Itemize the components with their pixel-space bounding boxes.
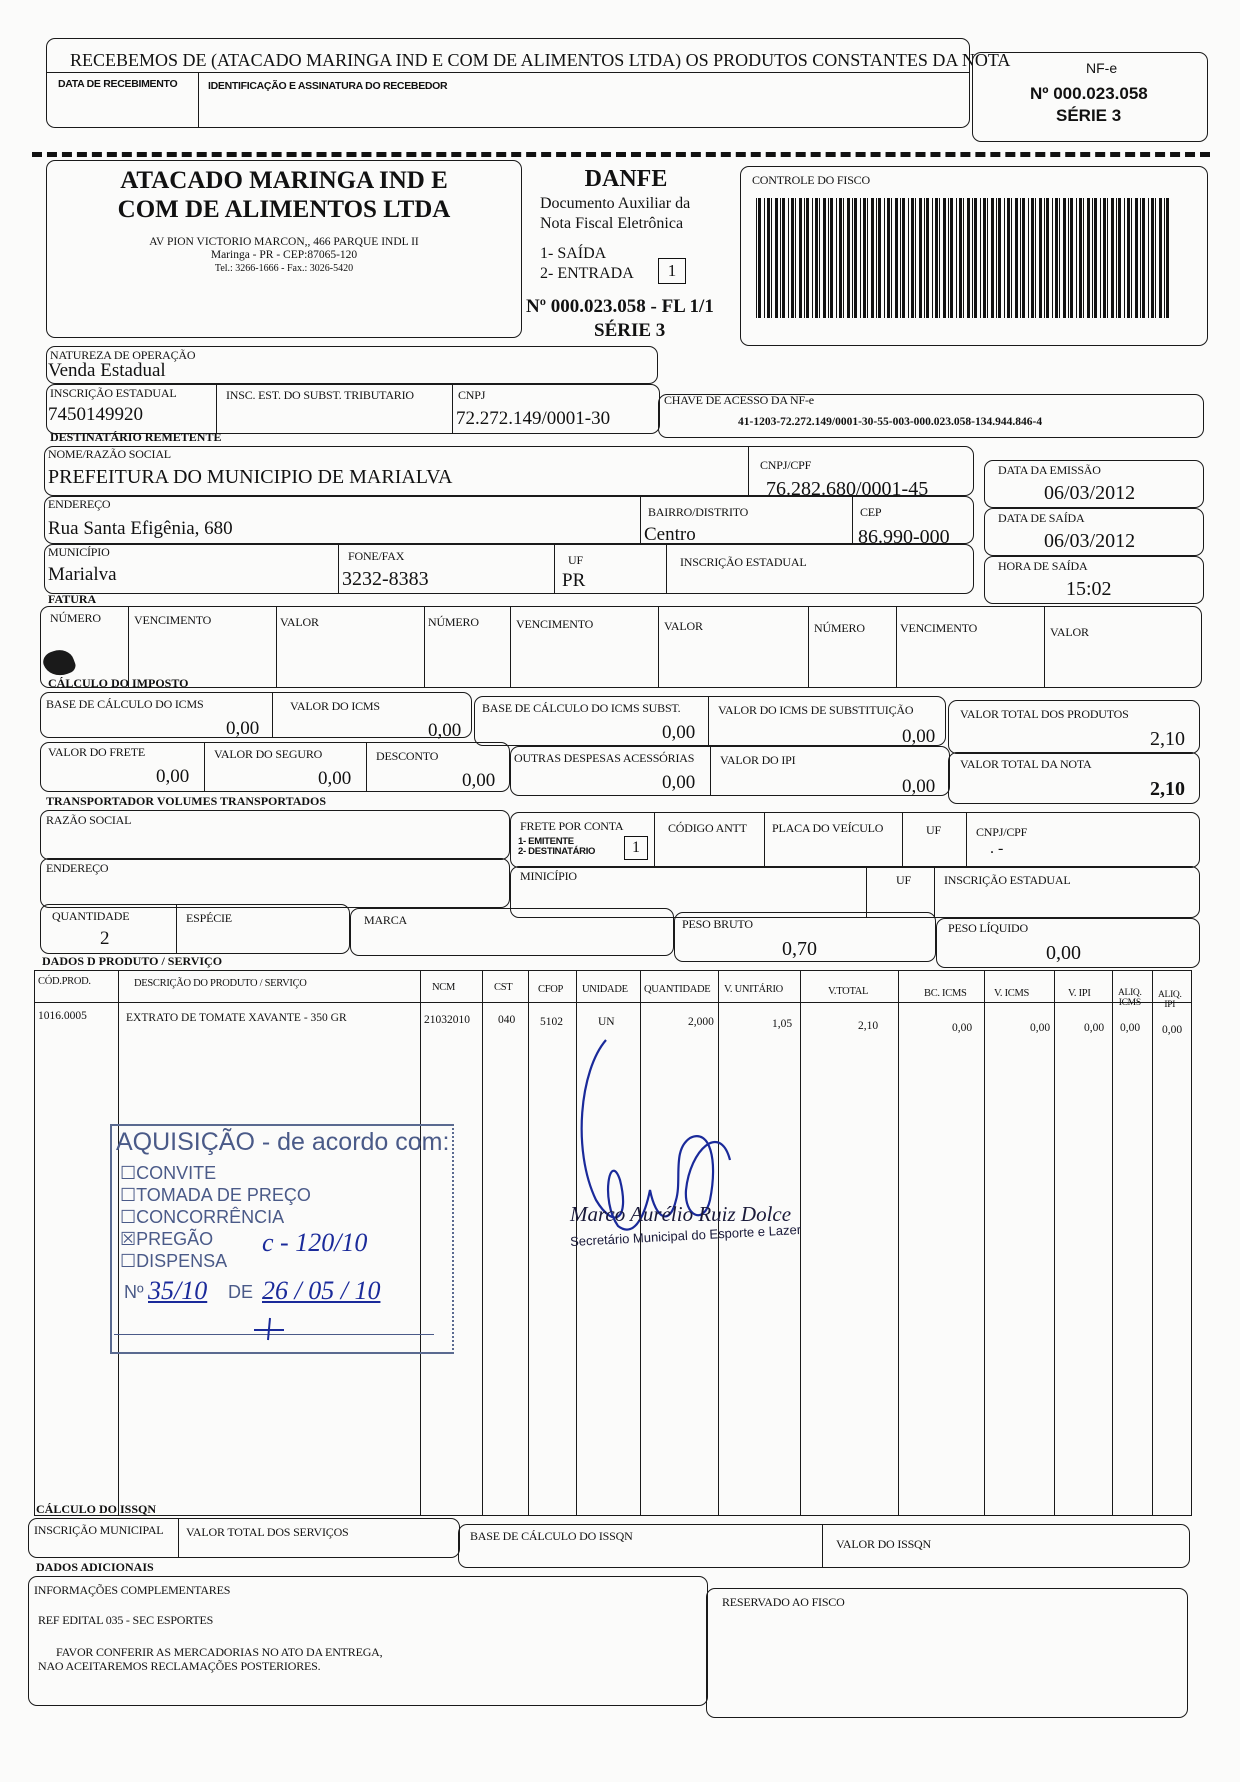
col-bc-icms: BC. ICMS: [924, 988, 967, 999]
barcode-bar: [1127, 198, 1130, 318]
destinatario-section: DESTINATÁRIO REMETENTE: [50, 430, 222, 444]
fatura-vencimento-3: VENCIMENTO: [900, 621, 978, 635]
total-nota-value: 2,10: [1150, 778, 1185, 800]
item-unitario: 1,05: [772, 1018, 793, 1030]
fatura-numero-3: NÚMERO: [814, 621, 865, 635]
barcode-bar: [950, 198, 953, 318]
ipi-label: VALOR DO IPI: [720, 753, 796, 767]
natureza-value: Venda Estadual: [48, 360, 166, 381]
stamp-num-label: Nº: [124, 1282, 144, 1302]
frete-conta-label: FRETE POR CONTA: [520, 819, 624, 833]
barcode-bar: [1052, 198, 1053, 318]
signature-name: Marco Aurélio Ruiz Dolce: [570, 1202, 792, 1226]
barcode-bar: [1083, 198, 1084, 318]
item-cfop: 5102: [540, 1016, 563, 1028]
barcode-bar: [891, 198, 892, 318]
col-v-icms: V. ICMS: [994, 988, 1030, 999]
barcode-bar: [830, 198, 833, 318]
barcode-bar: [1166, 198, 1169, 318]
barcode-bar: [1116, 198, 1117, 318]
stamp-opt-tomada: ☐TOMADA DE PREÇO: [120, 1185, 311, 1205]
fatura-numero-2: NÚMERO: [428, 615, 479, 629]
emitente-cidade: Maringa - PR - CEP:87065-120: [210, 249, 358, 261]
barcode-bar: [1148, 198, 1149, 318]
dest-ie-label: INSCRIÇÃO ESTADUAL: [680, 555, 807, 569]
barcode-bar: [878, 198, 881, 318]
barcode-bar: [871, 198, 874, 318]
frete-opt1: 1- EMITENTE: [518, 836, 574, 847]
barcode-bar: [902, 198, 905, 318]
fatura-valor-3: VALOR: [1050, 625, 1089, 639]
desconto-label: DESCONTO: [376, 749, 439, 763]
info-line3: NAO ACEITAREMOS RECLAMAÇÕES POSTERIORES.: [38, 1659, 321, 1673]
info-line1: REF EDITAL 035 - SEC ESPORTES: [38, 1613, 214, 1627]
col-cst: CST: [494, 982, 513, 993]
peso-liquido-label: PESO LÍQUIDO: [948, 921, 1028, 935]
item-aliq-ipi: 0,00: [1162, 1024, 1183, 1036]
barcode-bar: [1046, 198, 1049, 318]
barcode-bar: [1140, 198, 1141, 318]
emitente-endereco: AV PION VICTORIO MARCON,, 466 PARQUE INDL II: [149, 236, 419, 248]
transp-ie-label: INSCRIÇÃO ESTADUAL: [944, 873, 1071, 887]
transp-razao-label: RAZÃO SOCIAL: [46, 813, 132, 827]
cnpj-value: 72.272.149/0001-30: [456, 408, 611, 429]
chave-label: CHAVE DE ACESSO DA NF-e: [664, 393, 814, 407]
transp-cnpj-label: CNPJ/CPF: [976, 825, 1028, 839]
barcode-bar: [1044, 198, 1045, 318]
dest-cnpj-label: CNPJ/CPF: [760, 458, 812, 472]
total-produtos-value: 2,10: [1150, 728, 1185, 750]
barcode-bar: [867, 198, 868, 318]
canhoto-text: RECEBEMOS DE (ATACADO MARINGA IND E COM DE ALIMENTOS LTDA) OS PRODUTOS CONSTANTES DA NOTA: [70, 50, 1011, 70]
barcode-bar: [900, 198, 901, 318]
barcode-bar: [843, 198, 844, 318]
transp-uf2-label: UF: [896, 873, 911, 887]
danfe-numero: Nº 000.023.058 - FL 1/1: [526, 296, 714, 317]
barcode-bar: [1055, 198, 1058, 318]
barcode-bar: [780, 198, 781, 318]
seguro-value: 0,00: [318, 768, 352, 789]
barcode-bar: [1028, 198, 1029, 318]
item-total: 2,10: [858, 1020, 879, 1032]
stamp-pregao-handwritten: c - 120/10: [262, 1228, 368, 1257]
barcode-bar: [887, 198, 890, 318]
barcode-bar: [876, 198, 877, 318]
peso-liquido-value: 0,00: [1046, 942, 1081, 964]
barcode-bar: [939, 198, 940, 318]
canhoto-nfe-serie: SÉRIE 3: [1056, 106, 1122, 125]
transp-uf-label: UF: [926, 823, 941, 837]
frete-value: 0,00: [156, 766, 190, 787]
item-bc-icms: 0,00: [952, 1022, 973, 1034]
stamp-opt-convite-label: CONVITE: [136, 1163, 217, 1183]
col-ncm: NCM: [432, 982, 456, 993]
base-icms-value: 0,00: [226, 718, 260, 739]
barcode-bar: [804, 198, 805, 318]
adicionais-section: DADOS ADICIONAIS: [36, 1560, 154, 1574]
stamp-de-label: DE: [228, 1282, 254, 1302]
controle-fisco-label: CONTROLE DO FISCO: [752, 173, 870, 187]
fatura-box: [40, 606, 1202, 688]
barcode-bar: [1020, 198, 1021, 318]
dest-municipio-label: MUNICÍPIO: [48, 545, 110, 559]
item-unidade: UN: [598, 1016, 615, 1028]
dest-nome-value: PREFEITURA DO MUNICIPIO DE MARIALVA: [48, 466, 453, 488]
item-v-icms: 0,00: [1030, 1022, 1051, 1034]
identificacao-label: IDENTIFICAÇÃO E ASSINATURA DO RECEBEDOR: [208, 80, 448, 92]
dest-emissao-label: DATA DA EMISSÃO: [998, 463, 1101, 477]
dest-nome-label: NOME/RAZÃO SOCIAL: [48, 447, 171, 461]
stamp-opt-concorrencia-label: CONCORRÊNCIA: [136, 1207, 285, 1227]
emitente-nome-1: ATACADO MARINGA IND E: [120, 167, 448, 194]
frete-conta-value: 1: [624, 836, 648, 860]
ie-value: 7450149920: [48, 404, 143, 425]
emitente-telefone: Tel.: 3266-1666 - Fax.: 3026-5420: [214, 263, 354, 274]
barcode-bar: [847, 198, 850, 318]
barcode-bar: [998, 198, 1001, 318]
fatura-numero-1: NÚMERO: [50, 611, 101, 625]
barcode-bar: [860, 198, 861, 318]
barcode-bar: [1087, 198, 1090, 318]
barcode-bar: [895, 198, 898, 318]
barcode-bar: [1063, 198, 1066, 318]
col-cfop: CFOP: [538, 984, 564, 995]
col-quantidade: QUANTIDADE: [644, 984, 711, 995]
barcode-bar: [956, 198, 957, 318]
dest-cep-label: CEP: [860, 505, 882, 519]
issqn-inscricao-label: INSCRIÇÃO MUNICIPAL: [34, 1523, 164, 1537]
canhoto-nfe-label: NF-e: [1086, 60, 1118, 76]
ipi-value: 0,00: [902, 776, 936, 797]
barcode-bar: [1135, 198, 1138, 318]
barcode-bar: [775, 198, 778, 318]
emitente-nome-2: COM DE ALIMENTOS LTDA: [117, 196, 451, 223]
col-aliq-icms-1: ALIQ.: [1118, 988, 1142, 998]
barcode-bar: [823, 198, 826, 318]
barcode-bar: [1155, 198, 1156, 318]
cut-line: [32, 152, 1210, 157]
barcode-bar: [974, 198, 977, 318]
barcode-bar: [943, 198, 946, 318]
dest-cnpj-value: 76.282.680/0001-45: [766, 478, 929, 500]
reservado-label: RESERVADO AO FISCO: [722, 1595, 845, 1609]
barcode-bar: [1004, 198, 1005, 318]
dest-emissao-value: 06/03/2012: [1044, 482, 1136, 504]
barcode-bar: [836, 198, 837, 318]
item-cod: 1016.0005: [38, 1010, 87, 1022]
barcode-bar: [1142, 198, 1145, 318]
col-cod: CÓD.PROD.: [38, 976, 91, 987]
barcode-bar: [932, 198, 933, 318]
dest-fone-value: 3232-8383: [342, 568, 429, 590]
stamp-opt-tomada-label: TOMADA DE PREÇO: [136, 1185, 311, 1205]
barcode-bar: [926, 198, 929, 318]
barcode-bar: [983, 198, 986, 318]
barcode-bar: [815, 198, 818, 318]
antt-label: CÓDIGO ANTT: [668, 821, 747, 835]
barcode-bar: [1070, 198, 1073, 318]
barcode-bar: [1015, 198, 1018, 318]
danfe-entrada: 2- ENTRADA: [540, 265, 634, 282]
barcode-bar: [1076, 198, 1077, 318]
item-desc: EXTRATO DE TOMATE XAVANTE - 350 GR: [126, 1012, 347, 1024]
fatura-section: FATURA: [48, 592, 97, 606]
barcode-bar: [854, 198, 857, 318]
issqn-total-label: VALOR TOTAL DOS SERVIÇOS: [186, 1525, 349, 1539]
dest-hora-label: HORA DE SAÍDA: [998, 559, 1088, 573]
barcode-bar: [1039, 198, 1042, 318]
base-icms-label: BASE DE CÁLCULO DO ICMS: [46, 697, 204, 711]
barcode-bar: [959, 198, 962, 318]
barcode-bar: [980, 198, 981, 318]
col-aliq-icms-2: ICMS: [1118, 998, 1141, 1008]
signature-cargo: Secretário Municipal do Esporte e Lazer: [569, 1221, 802, 1250]
quantidade-label: QUANTIDADE: [52, 909, 130, 923]
barcode-bar: [782, 198, 785, 318]
dest-cep-value: 86.990-000: [858, 526, 950, 548]
barcode-bar: [1151, 198, 1154, 318]
transp-cnpj-value: . -: [990, 840, 1004, 857]
peso-bruto-label: PESO BRUTO: [682, 917, 753, 931]
col-unitario: V. UNITÁRIO: [724, 984, 783, 995]
quantidade-value: 2: [100, 928, 110, 949]
transp-endereco-box: [40, 858, 510, 908]
dest-endereco-label: ENDEREÇO: [48, 497, 111, 511]
barcode-bar: [1035, 198, 1036, 318]
barcode-bar: [911, 198, 914, 318]
fatura-valor-1: VALOR: [280, 615, 319, 629]
produtos-section: DADOS D PRODUTO / SERVIÇO: [42, 954, 223, 968]
seguro-label: VALOR DO SEGURO: [214, 747, 323, 761]
dest-municipio-box: [44, 544, 974, 594]
fatura-vencimento-2: VENCIMENTO: [516, 617, 594, 631]
barcode-bar: [1107, 198, 1108, 318]
stamp-mark: [250, 1316, 290, 1342]
barcode-bar: [799, 198, 802, 318]
barcode-bar: [1159, 198, 1162, 318]
barcode-bar: [967, 198, 970, 318]
barcode-bar: [791, 198, 794, 318]
barcode-bar: [819, 198, 820, 318]
barcode-bar: [1011, 198, 1012, 318]
barcode-bar: [1164, 198, 1165, 318]
total-produtos-label: VALOR TOTAL DOS PRODUTOS: [960, 707, 1129, 721]
imposto-section: CÁLCULO DO IMPOSTO: [48, 676, 189, 690]
dest-endereco-value: Rua Santa Efigênia, 680: [48, 518, 233, 539]
col-aliq-ipi-1: ALIQ.: [1158, 990, 1182, 1000]
barcode-bar: [1068, 198, 1069, 318]
dest-uf-label: UF: [568, 553, 583, 567]
stamp-opt-convite: ☐CONVITE: [120, 1163, 217, 1183]
barcode-bar: [1059, 198, 1060, 318]
barcode-bar: [1007, 198, 1010, 318]
barcode-bar: [1031, 198, 1034, 318]
dest-saida-value: 06/03/2012: [1044, 530, 1136, 552]
barcode-bar: [806, 198, 809, 318]
col-desc: DESCRIÇÃO DO PRODUTO / SERVIÇO: [134, 978, 307, 989]
desconto-value: 0,00: [462, 770, 496, 791]
barcode-bar: [756, 198, 757, 318]
fatura-vencimento-1: VENCIMENTO: [134, 613, 212, 627]
valor-icms-value: 0,00: [428, 720, 462, 741]
barcode-bar: [908, 198, 909, 318]
info-line2: FAVOR CONFERIR AS MERCADORIAS NO ATO DA ENTREGA,: [56, 1645, 383, 1659]
ie-st-label: INSC. EST. DO SUBST. TRIBUTARIO: [226, 388, 414, 402]
barcode-bar: [987, 198, 988, 318]
barcode-bar: [767, 198, 770, 318]
barcode-bar: [1118, 198, 1121, 318]
col-unidade: UNIDADE: [582, 984, 628, 995]
stamp-num: 35/10: [148, 1276, 208, 1305]
danfe-saida: 1- SAÍDA: [540, 245, 607, 262]
issqn-valor-label: VALOR DO ISSQN: [836, 1537, 931, 1551]
danfe-sub2: Nota Fiscal Eletrônica: [540, 215, 684, 232]
barcode-bar: [1103, 198, 1106, 318]
frete-opt2: 2- DESTINATÁRIO: [518, 846, 596, 857]
ie-label: INSCRIÇÃO ESTADUAL: [50, 386, 177, 400]
danfe-title: DANFE: [584, 166, 668, 192]
especie-label: ESPÉCIE: [186, 911, 232, 925]
barcode-bar: [1100, 198, 1101, 318]
danfe-sub1: Documento Auxiliar da: [540, 195, 691, 212]
issqn-base-label: BASE DE CÁLCULO DO ISSQN: [470, 1529, 633, 1543]
barcode-bar: [919, 198, 922, 318]
stamp-title: AQUISIÇÃO - de acordo com:: [116, 1128, 450, 1156]
total-nota-label: VALOR TOTAL DA NOTA: [960, 757, 1092, 771]
issqn-section: CÁLCULO DO ISSQN: [36, 1502, 157, 1516]
chave-value: 41-1203-72.272.149/0001-30-55-003-000.023.058-134.944.846-4: [738, 416, 1043, 428]
dest-saida-label: DATA DE SAÍDA: [998, 511, 1085, 525]
cnpj-label: CNPJ: [458, 388, 486, 402]
barcode-bar: [764, 198, 765, 318]
danfe-tipo: 1: [658, 258, 686, 284]
outras-value: 0,00: [662, 772, 696, 793]
valor-icms-label: VALOR DO ICMS: [290, 699, 380, 713]
valor-st-label: VALOR DO ICMS DE SUBSTITUIÇÃO: [718, 703, 914, 717]
valor-st-value: 0,00: [902, 726, 936, 747]
dest-fone-label: FONE/FAX: [348, 549, 405, 563]
transporte-section: TRANSPORTADOR VOLUMES TRANSPORTADOS: [46, 794, 327, 808]
stamp-opt-dispensa-label: DISPENSA: [136, 1251, 228, 1271]
stamp-opt-pregao: ☒PREGÃO: [120, 1229, 214, 1249]
barcode-bar: [1131, 198, 1132, 318]
stamp-opt-dispensa: ☐DISPENSA: [120, 1251, 228, 1271]
barcode-bar: [758, 198, 761, 318]
placa-label: PLACA DO VEÍCULO: [772, 821, 884, 835]
barcode-bar: [991, 198, 994, 318]
col-v-ipi: V. IPI: [1068, 988, 1091, 999]
barcode-bar: [863, 198, 866, 318]
barcode-bar: [812, 198, 813, 318]
col-total: V.TOTAL: [828, 986, 869, 997]
dest-bairro-label: BAIRRO/DISTRITO: [648, 505, 749, 519]
dest-uf-value: PR: [562, 570, 586, 591]
barcode-bar: [963, 198, 964, 318]
col-aliq-ipi-2: IPI: [1164, 1000, 1176, 1010]
item-aliq-icms: 0,00: [1120, 1022, 1141, 1034]
barcode-bar: [828, 198, 829, 318]
stamp-opt-pregao-label: PREGÃO: [136, 1229, 214, 1249]
frete-label: VALOR DO FRETE: [48, 745, 145, 759]
stamp-opt-concorrencia: ☐CONCORRÊNCIA: [120, 1207, 285, 1227]
base-st-value: 0,00: [662, 722, 696, 743]
natureza-label: NATUREZA DE OPERAÇÃO: [50, 348, 196, 362]
barcode-bar: [996, 198, 997, 318]
barcode-bar: [915, 198, 916, 318]
canhoto-nfe-numero: Nº 000.023.058: [1030, 84, 1148, 103]
item-quantidade: 2,000: [688, 1016, 714, 1028]
data-recebimento-label: DATA DE RECEBIMENTO: [58, 78, 178, 90]
dest-bairro-value: Centro: [644, 524, 696, 545]
barcode: [756, 198, 1176, 318]
barcode-bar: [884, 198, 885, 318]
barcode-bar: [948, 198, 949, 318]
stamp-date: 26 / 05 / 10: [262, 1276, 381, 1305]
peso-bruto-value: 0,70: [782, 938, 817, 960]
barcode-bar: [1079, 198, 1082, 318]
barcode-bar: [1092, 198, 1093, 318]
marca-label: MARCA: [364, 913, 408, 927]
item-ncm: 21032010: [424, 1014, 470, 1026]
barcode-bar: [1124, 198, 1125, 318]
dest-municipio-value: Marialva: [48, 564, 117, 585]
barcode-bar: [972, 198, 973, 318]
barcode-bar: [852, 198, 853, 318]
barcode-bar: [771, 198, 772, 318]
barcode-bar: [839, 198, 842, 318]
barcode-bar: [795, 198, 796, 318]
transp-municipio-label: MINICÍPIO: [520, 869, 577, 883]
barcode-bar: [788, 198, 789, 318]
barcode-bar: [935, 198, 938, 318]
barcode-bar: [924, 198, 925, 318]
barcode-bar: [1094, 198, 1097, 318]
item-v-ipi: 0,00: [1084, 1022, 1105, 1034]
outras-label: OUTRAS DESPESAS ACESSÓRIAS: [514, 751, 695, 765]
info-label: INFORMAÇÕES COMPLEMENTARES: [34, 1583, 231, 1597]
barcode-bar: [1111, 198, 1114, 318]
base-st-label: BASE DE CÁLCULO DO ICMS SUBST.: [482, 701, 681, 715]
item-cst: 040: [498, 1014, 516, 1026]
transp-endereco-label: ENDEREÇO: [46, 861, 109, 875]
barcode-bar: [1022, 198, 1025, 318]
dest-hora-value: 15:02: [1066, 578, 1112, 600]
danfe-serie: SÉRIE 3: [594, 320, 666, 341]
fatura-valor-2: VALOR: [664, 619, 703, 633]
